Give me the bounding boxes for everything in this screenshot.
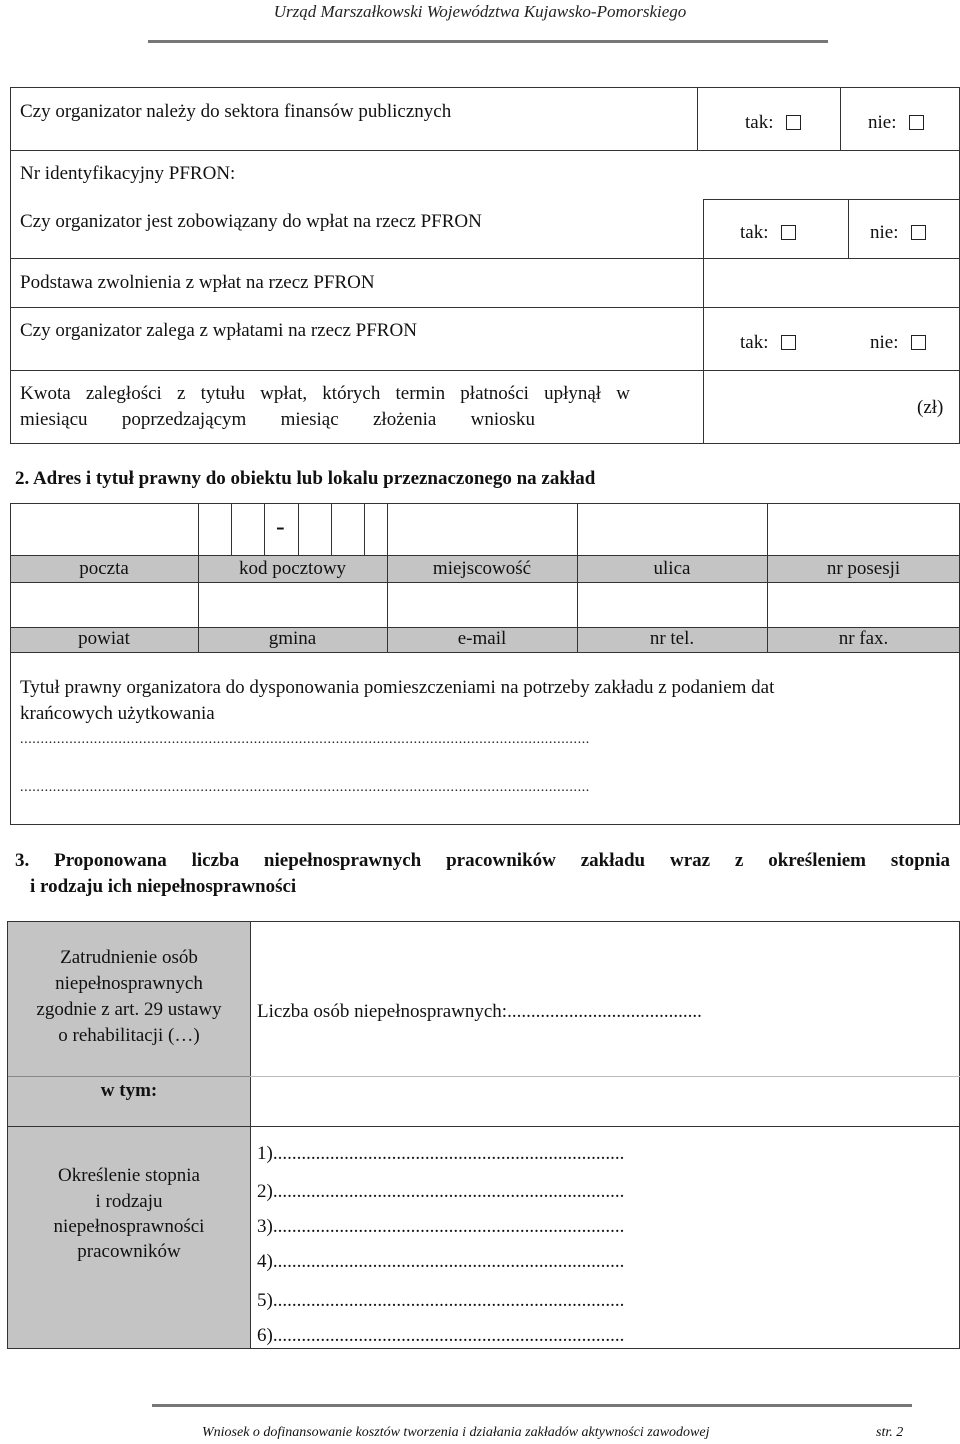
label-miejscowosc: miejscowość: [432, 558, 532, 579]
footer-page-number: str. 2: [876, 1425, 904, 1440]
no-label: nie:: [868, 112, 897, 133]
question-public-finance: Czy organizator należy do sektora finansów publicznych: [20, 101, 452, 122]
checkbox-yes-pfron-obliged[interactable]: [781, 225, 796, 240]
no-label: nie:: [870, 332, 899, 353]
yes-option-pfron-obliged[interactable]: [740, 222, 796, 244]
legal-title-line2: krańcowych użytkowania: [20, 703, 215, 724]
label-nr-tel: nr tel.: [649, 628, 695, 649]
disabled-count-field[interactable]: Liczba osób niepełnosprawnych:.........................................: [257, 1001, 702, 1022]
pfron-exemption-label: Podstawa zwolnienia z wpłat na rzecz PFRON: [20, 272, 375, 293]
no-option-pfron-arrears[interactable]: [870, 332, 926, 354]
footer-divider: [152, 1404, 912, 1407]
currency-label: (zł): [917, 397, 944, 418]
degree-entry-4[interactable]: 4)..........................................................................: [257, 1251, 625, 1272]
arrears-amount-label-line1: Kwota zaległości z tytułu wpłat, których termin płatności upłynął w: [20, 383, 630, 404]
legal-title-input-line1[interactable]: ...........................................................................................................................................: [20, 732, 590, 747]
footer-document-title: Wniosek o dofinansowanie kosztów tworzenia i działania zakładów aktywności zawodowej: [202, 1425, 710, 1440]
employment-label-line1: Zatrudnienie osób: [60, 947, 198, 968]
section3-heading-line2: i rodzaju ich niepełnosprawności: [30, 876, 297, 897]
checkbox-yes-pfron-arrears[interactable]: [781, 335, 796, 350]
section2-heading: 2. Adres i tytuł prawny do obiektu lub lokalu przeznaczonego na zakład: [15, 468, 596, 489]
label-poczta: poczta: [79, 558, 129, 579]
degree-label-line3: niepełnosprawności: [53, 1216, 205, 1237]
label-nr-fax: nr fax.: [838, 628, 889, 649]
degree-label-line4: pracowników: [77, 1241, 181, 1262]
degree-entry-3[interactable]: 3)..........................................................................: [257, 1216, 625, 1237]
employment-label-line4: o rehabilitacji (…): [58, 1025, 200, 1046]
including-label: w tym:: [100, 1080, 158, 1101]
degree-label-line2: i rodzaju: [95, 1191, 163, 1212]
legal-title-line1: Tytuł prawny organizatora do dysponowania pomieszczeniami na potrzeby zakładu z podaniem dat: [20, 677, 775, 698]
checkbox-yes-public-finance[interactable]: [786, 115, 801, 130]
no-option-pfron-obliged[interactable]: [870, 222, 926, 244]
no-label: nie:: [870, 222, 899, 243]
degree-label-line1: Określenie stopnia: [58, 1165, 200, 1186]
postcode-dash: -: [276, 512, 285, 541]
yes-label: tak:: [745, 112, 774, 133]
header-divider: [148, 40, 828, 43]
degree-entry-2[interactable]: 2)..........................................................................: [257, 1181, 625, 1202]
yes-option-public-finance[interactable]: [745, 112, 801, 134]
employment-label-line3: zgodnie z art. 29 ustawy: [36, 999, 222, 1020]
yes-label: tak:: [740, 332, 769, 353]
label-email: e-mail: [457, 628, 507, 649]
checkbox-no-public-finance[interactable]: [909, 115, 924, 130]
degree-entry-6[interactable]: 6)..........................................................................: [257, 1325, 625, 1346]
question-pfron-arrears: Czy organizator zalega z wpłatami na rzecz PFRON: [20, 320, 417, 341]
label-nr-posesji: nr posesji: [826, 558, 901, 579]
yes-label: tak:: [740, 222, 769, 243]
label-powiat: powiat: [78, 628, 130, 649]
label-gmina: gmina: [268, 628, 317, 649]
label-ulica: ulica: [653, 558, 691, 579]
no-option-public-finance[interactable]: [868, 112, 924, 134]
section3-heading-line1: 3. Proponowana liczba niepełnosprawnych pracowników zakładu wraz z określeniem stopnia: [15, 850, 950, 871]
checkbox-no-pfron-obliged[interactable]: [911, 225, 926, 240]
legal-title-input-line2[interactable]: ...........................................................................................................................................: [20, 780, 590, 795]
degree-entry-1[interactable]: 1)..........................................................................: [257, 1143, 625, 1164]
degree-entry-5[interactable]: 5)..........................................................................: [257, 1290, 625, 1311]
pfron-id-label: Nr identyfikacyjny PFRON:: [20, 163, 236, 184]
page-header-title: Urząd Marszałkowski Województwa Kujawsko-Pomorskiego: [273, 2, 687, 21]
question-pfron-obliged: Czy organizator jest zobowiązany do wpłat na rzecz PFRON: [20, 211, 482, 232]
label-kod-pocztowy: kod pocztowy: [238, 558, 347, 579]
yes-option-pfron-arrears[interactable]: [740, 332, 796, 354]
arrears-amount-label-line2: miesiącu poprzedzającym miesiąc złożenia wniosku: [20, 409, 535, 430]
employment-label-line2: niepełnosprawnych: [55, 973, 203, 994]
checkbox-no-pfron-arrears[interactable]: [911, 335, 926, 350]
